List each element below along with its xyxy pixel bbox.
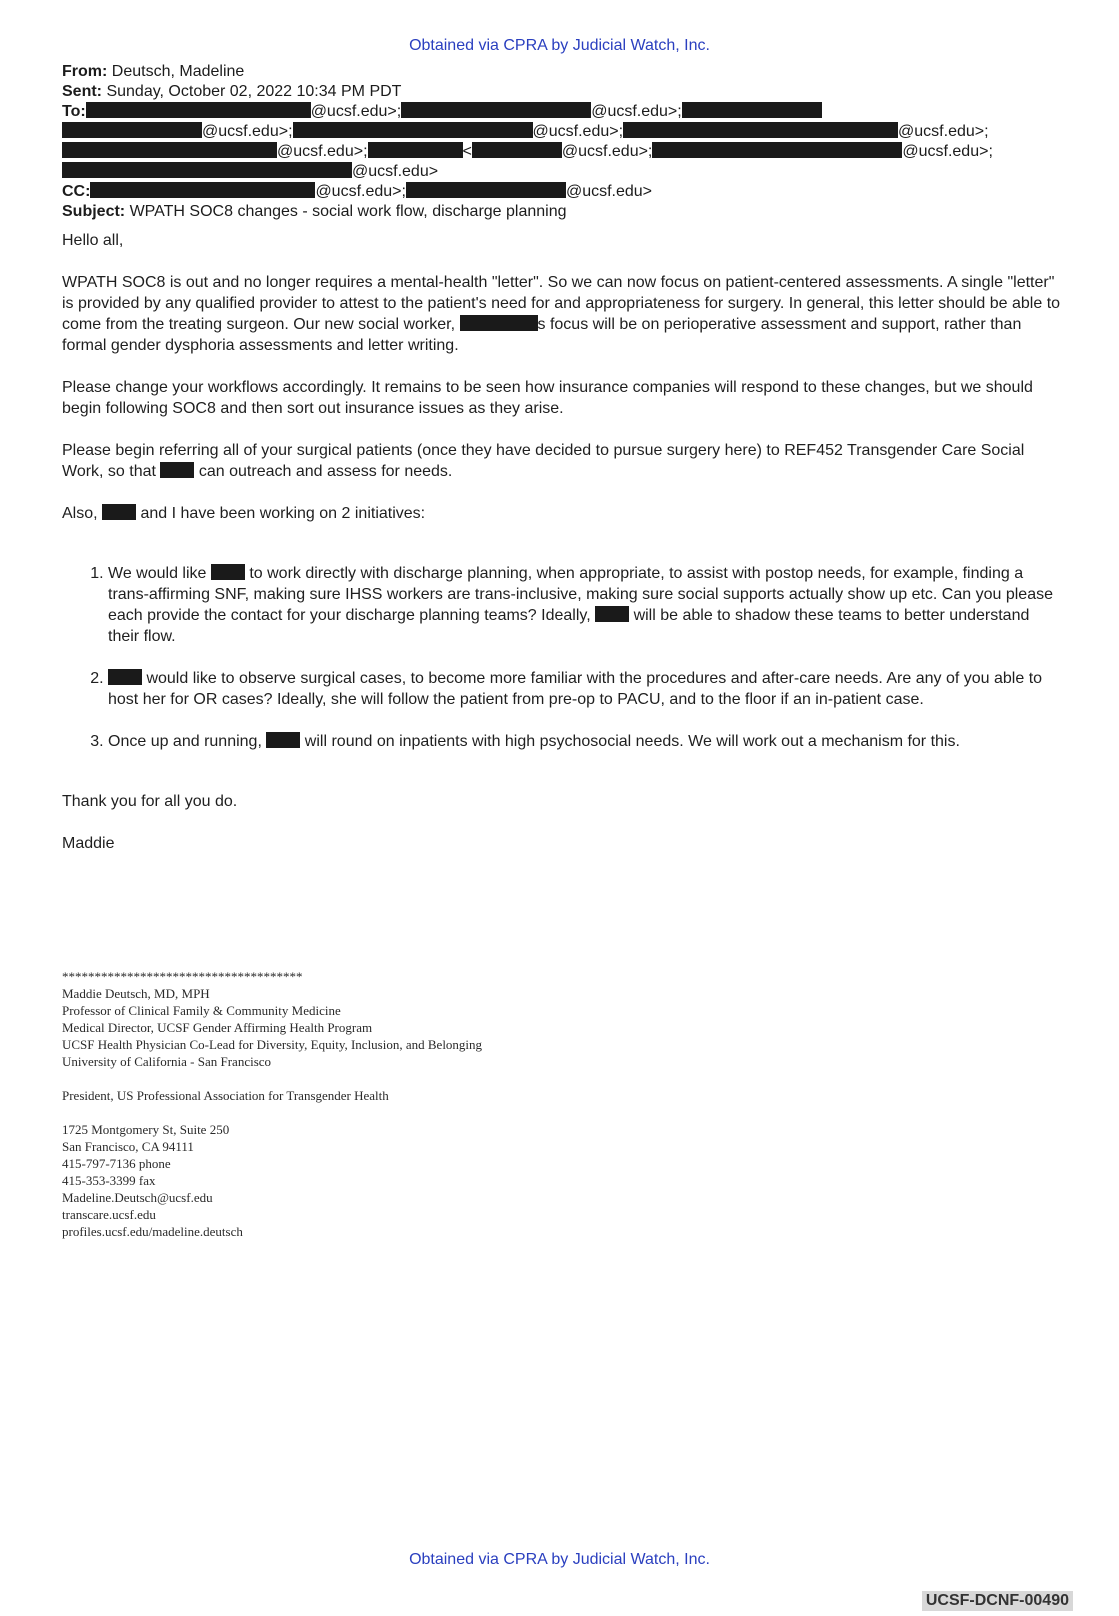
sent-label: Sent: bbox=[62, 83, 102, 100]
to-address: @ucsf.edu>; bbox=[202, 123, 293, 140]
to-line-4 bbox=[62, 162, 438, 182]
paragraph-text: can outreach and assess for needs. bbox=[198, 463, 453, 480]
list-item bbox=[108, 563, 1062, 647]
list-item bbox=[108, 668, 1062, 710]
from-value: Deutsch, Madeline bbox=[111, 63, 245, 80]
subject-label: Subject: bbox=[62, 203, 126, 220]
cc-address: @ucsf.edu> bbox=[565, 183, 653, 200]
initiatives-list bbox=[62, 563, 1062, 752]
to-address: < bbox=[462, 143, 472, 160]
cc-label: CC: bbox=[62, 183, 91, 200]
signature-divider: ************************************* bbox=[62, 969, 303, 984]
paragraph-text: and I have been working on 2 initiatives: bbox=[140, 505, 426, 522]
redaction bbox=[460, 315, 538, 331]
to-label: To: bbox=[62, 103, 86, 120]
paragraph-text: Also, bbox=[62, 505, 98, 522]
subject-value: WPATH SOC8 changes - social work flow, discharge planning bbox=[129, 203, 567, 220]
paragraph-referral bbox=[62, 440, 1062, 482]
to-address: @ucsf.edu>; bbox=[310, 103, 402, 120]
redaction bbox=[62, 122, 202, 138]
watermark-bottom: Obtained via CPRA by Judicial Watch, Inc. bbox=[409, 1551, 710, 1568]
list-item-text: would like to observe surgical cases, to become more familiar with the procedures and after-care needs. Are any of you able to host her for OR cases? Ideally, she will follow the patient from pre-op to PACU, and to the floor if an in-patient case. bbox=[108, 670, 1043, 708]
redaction bbox=[623, 122, 898, 138]
list-item-text: will be able to shadow these teams to better understand their flow. bbox=[108, 607, 1030, 645]
to-line-2 bbox=[62, 122, 989, 142]
to-address: @ucsf.edu>; bbox=[532, 123, 624, 140]
redaction bbox=[595, 606, 629, 622]
redaction bbox=[406, 182, 566, 198]
to-line-1 bbox=[62, 102, 822, 122]
redaction bbox=[472, 142, 562, 158]
redaction bbox=[160, 462, 194, 478]
sent-value: Sunday, October 02, 2022 10:34 PM PDT bbox=[106, 83, 402, 100]
paragraph-text: Please begin referring all of your surgical patients (once they have decided to pursue surgery here) to REF452 Transgender Care Social Work, so that bbox=[62, 442, 1025, 480]
redaction bbox=[108, 669, 142, 685]
to-address: @ucsf.edu> bbox=[352, 163, 439, 180]
redaction bbox=[266, 732, 300, 748]
email-body bbox=[62, 230, 1062, 875]
redaction bbox=[293, 122, 533, 138]
to-address: @ucsf.edu>; bbox=[898, 123, 989, 140]
to-address: @ucsf.edu>; bbox=[561, 143, 653, 160]
signature-title: UCSF Health Physician Co-Lead for Diversity, Equity, Inclusion, and Belonging bbox=[62, 1037, 483, 1052]
thanks-line: Thank you for all you do. bbox=[62, 793, 238, 810]
signature-email: Madeline.Deutsch@ucsf.edu bbox=[62, 1190, 213, 1205]
to-address: @ucsf.edu>; bbox=[277, 143, 368, 160]
redaction bbox=[401, 102, 591, 118]
paragraph-initiatives-intro bbox=[62, 503, 1062, 524]
from-line bbox=[62, 62, 244, 82]
redaction bbox=[86, 102, 311, 118]
signature-title: Medical Director, UCSF Gender Affirming Health Program bbox=[62, 1020, 373, 1035]
signature-block bbox=[62, 968, 482, 1240]
cc-line bbox=[62, 182, 652, 202]
redaction bbox=[62, 162, 352, 178]
signature-address: 1725 Montgomery St, Suite 250 bbox=[62, 1122, 230, 1137]
signature-website: profiles.ucsf.edu/madeline.deutsch bbox=[62, 1224, 243, 1239]
list-item-text: will round on inpatients with high psychosocial needs. We will work out a mechanism for this. bbox=[304, 733, 960, 750]
signature-phone: 415-797-7136 phone bbox=[62, 1156, 171, 1171]
watermark-top: Obtained via CPRA by Judicial Watch, Inc. bbox=[409, 37, 710, 54]
from-label: From: bbox=[62, 63, 108, 80]
signature-president: President, US Professional Association for Transgender Health bbox=[62, 1088, 389, 1103]
to-line-3 bbox=[62, 142, 993, 162]
signature-name: Maddie Deutsch, MD, MPH bbox=[62, 986, 210, 1001]
to-address: @ucsf.edu>; bbox=[902, 143, 993, 160]
paragraph-text: s focus will be on perioperative assessment and support, rather than formal gender dysphoria assessments and letter writing. bbox=[62, 316, 1022, 354]
cc-address: @ucsf.edu>; bbox=[315, 183, 406, 200]
redaction bbox=[62, 142, 277, 158]
list-item-text: to work directly with discharge planning, when appropriate, to assist with postop needs, for example, finding a trans-affirming SNF, making sure IHSS workers are trans-inclusive, making sure social supports actually show up etc. Can you please each provide the contact for your discharge planning teams? Ideally, bbox=[108, 565, 1053, 624]
paragraph-soc8 bbox=[62, 272, 1062, 356]
list-item-text: We would like bbox=[108, 565, 207, 582]
redaction bbox=[368, 142, 463, 158]
greeting: Hello all, bbox=[62, 232, 124, 249]
signature-address: San Francisco, CA 94111 bbox=[62, 1139, 194, 1154]
sent-line bbox=[62, 82, 401, 102]
subject-line bbox=[62, 202, 567, 222]
list-item bbox=[108, 731, 1062, 752]
redaction bbox=[90, 182, 315, 198]
paragraph-text: WPATH SOC8 is out and no longer requires a mental-health "letter". So we can now focus on patient-centered assessments. A single "letter" is provided by any qualified provider to attest to the patient's need for and appropriateness for surgery. In general, this letter should be able to come from the treating surgeon. Our new social worker, bbox=[62, 274, 1061, 333]
redaction bbox=[652, 142, 902, 158]
bates-number: UCSF-DCNF-00490 bbox=[922, 1591, 1073, 1611]
closing-name: Maddie bbox=[62, 835, 115, 852]
redaction bbox=[211, 564, 245, 580]
redaction bbox=[102, 504, 136, 520]
redaction bbox=[682, 102, 822, 118]
signature-org: University of California - San Francisco bbox=[62, 1054, 272, 1069]
signature-fax: 415-353-3399 fax bbox=[62, 1173, 156, 1188]
list-item-text: Once up and running, bbox=[108, 733, 262, 750]
signature-website: transcare.ucsf.edu bbox=[62, 1207, 156, 1222]
to-address: @ucsf.edu>; bbox=[591, 103, 682, 120]
paragraph-workflows: Please change your workflows accordingly. It remains to be seen how insurance companies will respond to these changes, but we should begin following SOC8 and then sort out insurance issues as they arise. bbox=[62, 379, 1033, 417]
signature-title: Professor of Clinical Family & Community Medicine bbox=[62, 1003, 341, 1018]
